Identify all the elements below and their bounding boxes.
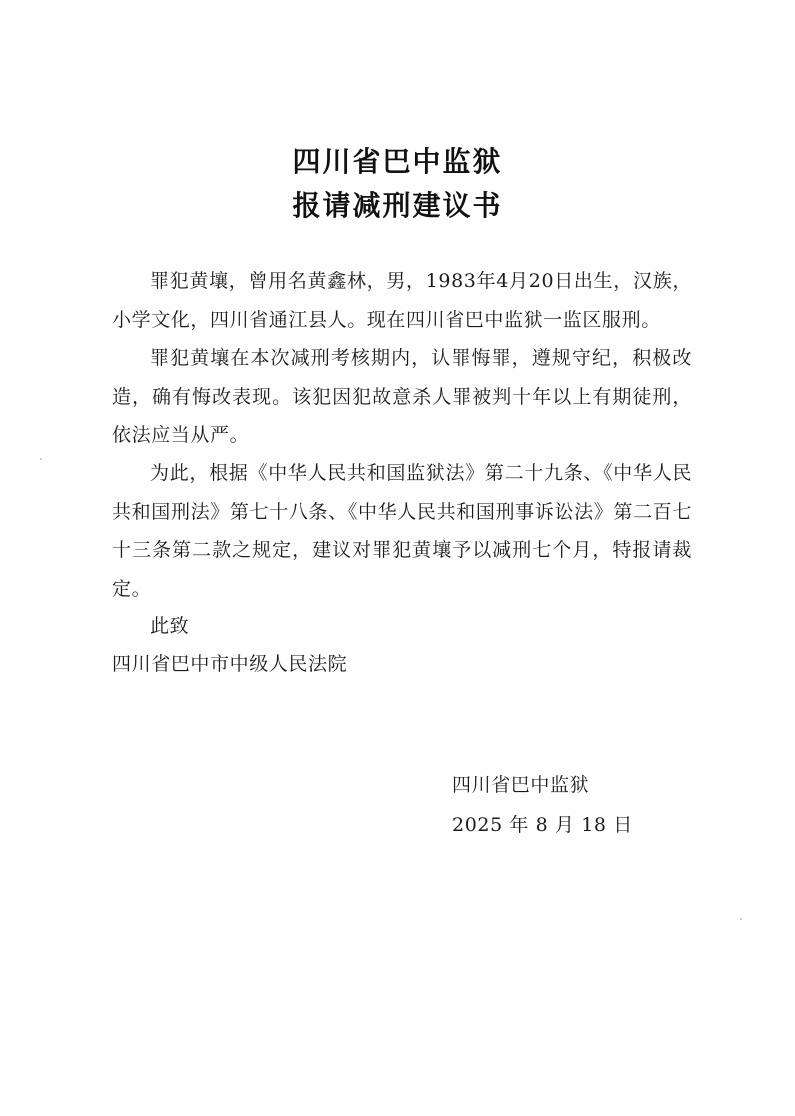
paragraph-recommendation xyxy=(112,454,692,608)
paragraph-salutation xyxy=(112,607,692,646)
paragraph-text: 罪犯黄壤，曾用名黄鑫林，男，1983年4月20日出生，汉族，小学文化，四川省通江县人。现在四川省巴中监狱一监区服刑。 xyxy=(112,270,692,331)
scan-speck xyxy=(740,918,742,920)
salutation-text: 此致 xyxy=(150,615,190,637)
signature-date: 2025 年 8 月 18 日 xyxy=(452,814,633,836)
paragraph-identity xyxy=(112,262,692,339)
signature-org: 四川省巴中监狱 xyxy=(452,774,590,796)
paragraph-text: 罪犯黄壤在本次减刑考核期内，认罪悔罪，遵规守纪，积极改造，确有悔改表现。该犯因犯故意杀人罪被判十年以上有期徒刑，依法应当从严。 xyxy=(112,347,692,446)
scan-speck xyxy=(40,458,42,460)
document-title-org: 四川省巴中监狱 xyxy=(292,145,503,178)
document-title: 报请减刑建议书 xyxy=(292,189,503,222)
paragraph-behavior xyxy=(112,339,692,455)
paragraph-text: 为此，根据《中华人民共和国监狱法》第二十九条、《中华人民共和国刑法》第七十八条、《中华人民共和国刑事诉讼法》第二百七十三条第二款之规定，建议对罪犯黄壤予以减刑七个月，特报请裁定。 xyxy=(112,462,692,600)
addressee: 四川省巴中市中级人民法院 xyxy=(112,653,348,675)
